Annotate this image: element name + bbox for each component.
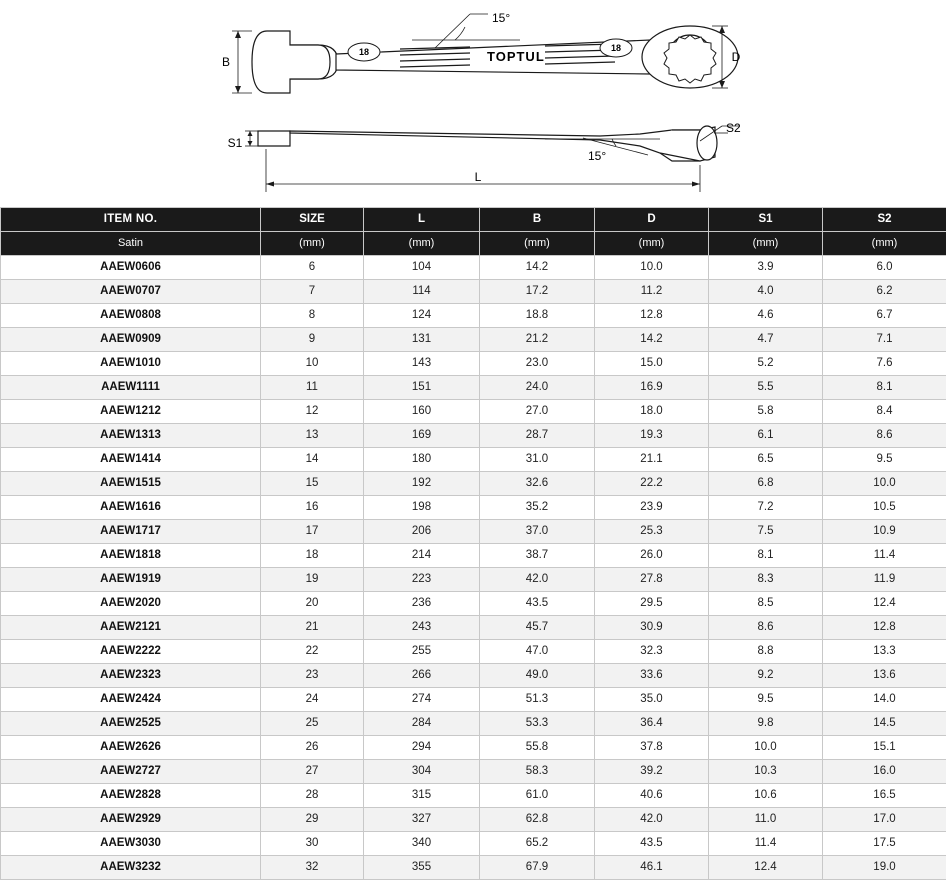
cell-value: 37.0 (480, 520, 595, 544)
cell-item-no: AAEW2323 (1, 664, 261, 688)
cell-value: 7.6 (823, 352, 946, 376)
cell-value: 255 (364, 640, 480, 664)
label-L: L (475, 170, 482, 184)
header-row-titles (1, 208, 946, 232)
cell-value: 65.2 (480, 832, 595, 856)
cell-value: 10.0 (595, 256, 709, 280)
cell-value: 5.2 (709, 352, 823, 376)
cell-value: 19 (261, 568, 364, 592)
cell-value: 14.2 (480, 256, 595, 280)
cell-item-no: AAEW1111 (1, 376, 261, 400)
angle-bottom-label: 15° (588, 149, 606, 163)
table-row (1, 568, 946, 592)
table-row (1, 544, 946, 568)
cell-value: 8.5 (709, 592, 823, 616)
cell-value: 9 (261, 328, 364, 352)
header-unit-b: (mm) (480, 232, 595, 256)
table-row (1, 520, 946, 544)
cell-value: 6.0 (823, 256, 946, 280)
cell-value: 12.4 (823, 592, 946, 616)
cell-value: 49.0 (480, 664, 595, 688)
spec-table-wrap (0, 207, 946, 880)
cell-value: 9.5 (823, 448, 946, 472)
cell-value: 25.3 (595, 520, 709, 544)
cell-value: 13 (261, 424, 364, 448)
cell-value: 17 (261, 520, 364, 544)
cell-value: 31.0 (480, 448, 595, 472)
table-row (1, 472, 946, 496)
cell-value: 42.0 (595, 808, 709, 832)
cell-item-no: AAEW2020 (1, 592, 261, 616)
cell-item-no: AAEW2727 (1, 760, 261, 784)
cell-value: 61.0 (480, 784, 595, 808)
cell-value: 6.1 (709, 424, 823, 448)
cell-value: 16.0 (823, 760, 946, 784)
table-row (1, 640, 946, 664)
cell-value: 35.0 (595, 688, 709, 712)
header-b: B (480, 208, 595, 232)
size-mark-left-group (348, 43, 380, 61)
cell-value: 10.0 (823, 472, 946, 496)
cell-value: 214 (364, 544, 480, 568)
cell-value: 16.9 (595, 376, 709, 400)
cell-value: 223 (364, 568, 480, 592)
cell-value: 29 (261, 808, 364, 832)
cell-value: 10.5 (823, 496, 946, 520)
cell-value: 17.0 (823, 808, 946, 832)
cell-value: 11.2 (595, 280, 709, 304)
cell-value: 46.1 (595, 856, 709, 880)
dimension-S1 (245, 131, 258, 146)
spec-table (0, 207, 946, 880)
cell-item-no: AAEW0606 (1, 256, 261, 280)
cell-item-no: AAEW1818 (1, 544, 261, 568)
cell-value: 16 (261, 496, 364, 520)
cell-value: 340 (364, 832, 480, 856)
cell-value: 6.7 (823, 304, 946, 328)
header-s2: S2 (823, 208, 946, 232)
label-D: D (732, 50, 741, 64)
size-mark-right-group (600, 39, 632, 57)
cell-value: 114 (364, 280, 480, 304)
cell-value: 10.0 (709, 736, 823, 760)
cell-item-no: AAEW1010 (1, 352, 261, 376)
cell-item-no: AAEW0909 (1, 328, 261, 352)
cell-value: 42.0 (480, 568, 595, 592)
cell-value: 29.5 (595, 592, 709, 616)
table-row (1, 664, 946, 688)
size-mark-right: 18 (611, 43, 621, 53)
cell-value: 10.3 (709, 760, 823, 784)
cell-value: 7.2 (709, 496, 823, 520)
table-row (1, 616, 946, 640)
header-row-units (1, 232, 946, 256)
header-unit-s1: (mm) (709, 232, 823, 256)
cell-item-no: AAEW1414 (1, 448, 261, 472)
cell-value: 14.5 (823, 712, 946, 736)
cell-value: 206 (364, 520, 480, 544)
cell-value: 6.5 (709, 448, 823, 472)
cell-value: 51.3 (480, 688, 595, 712)
table-row (1, 784, 946, 808)
cell-value: 62.8 (480, 808, 595, 832)
cell-value: 19.0 (823, 856, 946, 880)
cell-value: 9.2 (709, 664, 823, 688)
cell-value: 11.0 (709, 808, 823, 832)
cell-item-no: AAEW2222 (1, 640, 261, 664)
label-S2: S2 (726, 121, 741, 135)
cell-value: 18.0 (595, 400, 709, 424)
cell-value: 9.5 (709, 688, 823, 712)
dimension-L (266, 149, 700, 192)
cell-value: 21.2 (480, 328, 595, 352)
cell-value: 274 (364, 688, 480, 712)
cell-value: 294 (364, 736, 480, 760)
cell-value: 23.9 (595, 496, 709, 520)
cell-value: 27.8 (595, 568, 709, 592)
header-l: L (364, 208, 480, 232)
dimension-B (232, 31, 252, 93)
cell-value: 20 (261, 592, 364, 616)
cell-value: 24 (261, 688, 364, 712)
cell-value: 26.0 (595, 544, 709, 568)
table-row (1, 328, 946, 352)
wrench-side-view (258, 126, 717, 161)
angle-top-label: 15° (492, 11, 510, 25)
cell-value: 10.6 (709, 784, 823, 808)
cell-value: 27 (261, 760, 364, 784)
cell-value: 23.0 (480, 352, 595, 376)
cell-item-no: AAEW0707 (1, 280, 261, 304)
cell-value: 22 (261, 640, 364, 664)
cell-value: 7.5 (709, 520, 823, 544)
cell-value: 8.1 (709, 544, 823, 568)
cell-value: 6.8 (709, 472, 823, 496)
cell-value: 24.0 (480, 376, 595, 400)
cell-item-no: AAEW1717 (1, 520, 261, 544)
header-d: D (595, 208, 709, 232)
table-row (1, 304, 946, 328)
cell-value: 12.4 (709, 856, 823, 880)
cell-value: 19.3 (595, 424, 709, 448)
table-row (1, 736, 946, 760)
table-row (1, 760, 946, 784)
cell-value: 32.6 (480, 472, 595, 496)
cell-item-no: AAEW1212 (1, 400, 261, 424)
cell-value: 30 (261, 832, 364, 856)
cell-value: 18.8 (480, 304, 595, 328)
table-row (1, 808, 946, 832)
header-item-no: ITEM NO. (1, 208, 261, 232)
cell-value: 40.6 (595, 784, 709, 808)
table-head (1, 208, 946, 256)
cell-value: 37.8 (595, 736, 709, 760)
cell-value: 3.9 (709, 256, 823, 280)
cell-value: 131 (364, 328, 480, 352)
cell-value: 36.4 (595, 712, 709, 736)
cell-value: 14.0 (823, 688, 946, 712)
cell-value: 104 (364, 256, 480, 280)
header-unit-item-no: Satin (1, 232, 261, 256)
cell-value: 17.2 (480, 280, 595, 304)
cell-value: 284 (364, 712, 480, 736)
table-row (1, 496, 946, 520)
cell-value: 198 (364, 496, 480, 520)
label-B: B (222, 55, 230, 69)
cell-value: 21 (261, 616, 364, 640)
size-mark-left: 18 (359, 47, 369, 57)
cell-value: 22.2 (595, 472, 709, 496)
cell-value: 15 (261, 472, 364, 496)
table-body (1, 256, 946, 880)
table-row (1, 688, 946, 712)
cell-value: 12.8 (595, 304, 709, 328)
cell-value: 4.6 (709, 304, 823, 328)
cell-value: 39.2 (595, 760, 709, 784)
table-row (1, 400, 946, 424)
cell-item-no: AAEW2424 (1, 688, 261, 712)
wrench-diagram (0, 0, 946, 205)
cell-value: 13.3 (823, 640, 946, 664)
cell-value: 23 (261, 664, 364, 688)
cell-value: 8.8 (709, 640, 823, 664)
cell-value: 124 (364, 304, 480, 328)
cell-value: 8.6 (709, 616, 823, 640)
cell-value: 17.5 (823, 832, 946, 856)
cell-value: 13.6 (823, 664, 946, 688)
cell-item-no: AAEW3232 (1, 856, 261, 880)
cell-value: 15.1 (823, 736, 946, 760)
cell-value: 67.9 (480, 856, 595, 880)
cell-value: 11.4 (823, 544, 946, 568)
table-row (1, 424, 946, 448)
cell-value: 4.7 (709, 328, 823, 352)
cell-value: 38.7 (480, 544, 595, 568)
cell-value: 180 (364, 448, 480, 472)
cell-value: 30.9 (595, 616, 709, 640)
cell-value: 32.3 (595, 640, 709, 664)
cell-value: 243 (364, 616, 480, 640)
cell-item-no: AAEW1616 (1, 496, 261, 520)
cell-item-no: AAEW3030 (1, 832, 261, 856)
cell-value: 14.2 (595, 328, 709, 352)
cell-value: 8.3 (709, 568, 823, 592)
table-row (1, 712, 946, 736)
cell-item-no: AAEW1515 (1, 472, 261, 496)
cell-value: 5.5 (709, 376, 823, 400)
table-row (1, 280, 946, 304)
cell-value: 192 (364, 472, 480, 496)
cell-value: 11 (261, 376, 364, 400)
cell-value: 151 (364, 376, 480, 400)
header-s1: S1 (709, 208, 823, 232)
cell-value: 6 (261, 256, 364, 280)
cell-value: 9.8 (709, 712, 823, 736)
cell-value: 32 (261, 856, 364, 880)
cell-value: 8.6 (823, 424, 946, 448)
header-size: SIZE (261, 208, 364, 232)
cell-value: 355 (364, 856, 480, 880)
cell-value: 43.5 (480, 592, 595, 616)
cell-item-no: AAEW1313 (1, 424, 261, 448)
header-unit-size: (mm) (261, 232, 364, 256)
cell-value: 8.1 (823, 376, 946, 400)
cell-item-no: AAEW2626 (1, 736, 261, 760)
cell-value: 7 (261, 280, 364, 304)
cell-value: 7.1 (823, 328, 946, 352)
cell-value: 315 (364, 784, 480, 808)
cell-value: 169 (364, 424, 480, 448)
table-row (1, 856, 946, 880)
cell-value: 14 (261, 448, 364, 472)
table-row (1, 256, 946, 280)
cell-value: 8 (261, 304, 364, 328)
cell-value: 21.1 (595, 448, 709, 472)
cell-value: 47.0 (480, 640, 595, 664)
table-row (1, 832, 946, 856)
cell-value: 45.7 (480, 616, 595, 640)
cell-value: 11.4 (709, 832, 823, 856)
cell-item-no: AAEW1919 (1, 568, 261, 592)
cell-value: 28.7 (480, 424, 595, 448)
cell-value: 35.2 (480, 496, 595, 520)
cell-value: 55.8 (480, 736, 595, 760)
cell-value: 18 (261, 544, 364, 568)
table-row (1, 352, 946, 376)
cell-item-no: AAEW2828 (1, 784, 261, 808)
header-unit-s2: (mm) (823, 232, 946, 256)
cell-value: 27.0 (480, 400, 595, 424)
cell-value: 53.3 (480, 712, 595, 736)
cell-value: 15.0 (595, 352, 709, 376)
cell-value: 12 (261, 400, 364, 424)
header-unit-l: (mm) (364, 232, 480, 256)
cell-value: 25 (261, 712, 364, 736)
cell-value: 304 (364, 760, 480, 784)
cell-value: 266 (364, 664, 480, 688)
cell-value: 236 (364, 592, 480, 616)
cell-item-no: AAEW2929 (1, 808, 261, 832)
cell-value: 10.9 (823, 520, 946, 544)
cell-value: 26 (261, 736, 364, 760)
table-row (1, 448, 946, 472)
cell-value: 5.8 (709, 400, 823, 424)
cell-value: 33.6 (595, 664, 709, 688)
cell-value: 43.5 (595, 832, 709, 856)
cell-item-no: AAEW2525 (1, 712, 261, 736)
cell-value: 58.3 (480, 760, 595, 784)
cell-value: 28 (261, 784, 364, 808)
header-unit-d: (mm) (595, 232, 709, 256)
cell-value: 11.9 (823, 568, 946, 592)
cell-value: 12.8 (823, 616, 946, 640)
cell-value: 327 (364, 808, 480, 832)
cell-value: 16.5 (823, 784, 946, 808)
table-row (1, 592, 946, 616)
cell-value: 6.2 (823, 280, 946, 304)
cell-value: 10 (261, 352, 364, 376)
label-S1: S1 (228, 136, 243, 150)
cell-item-no: AAEW2121 (1, 616, 261, 640)
table-row (1, 376, 946, 400)
cell-item-no: AAEW0808 (1, 304, 261, 328)
cell-value: 143 (364, 352, 480, 376)
cell-value: 8.4 (823, 400, 946, 424)
brand-label: TOPTUL (487, 49, 545, 64)
cell-value: 4.0 (709, 280, 823, 304)
cell-value: 160 (364, 400, 480, 424)
